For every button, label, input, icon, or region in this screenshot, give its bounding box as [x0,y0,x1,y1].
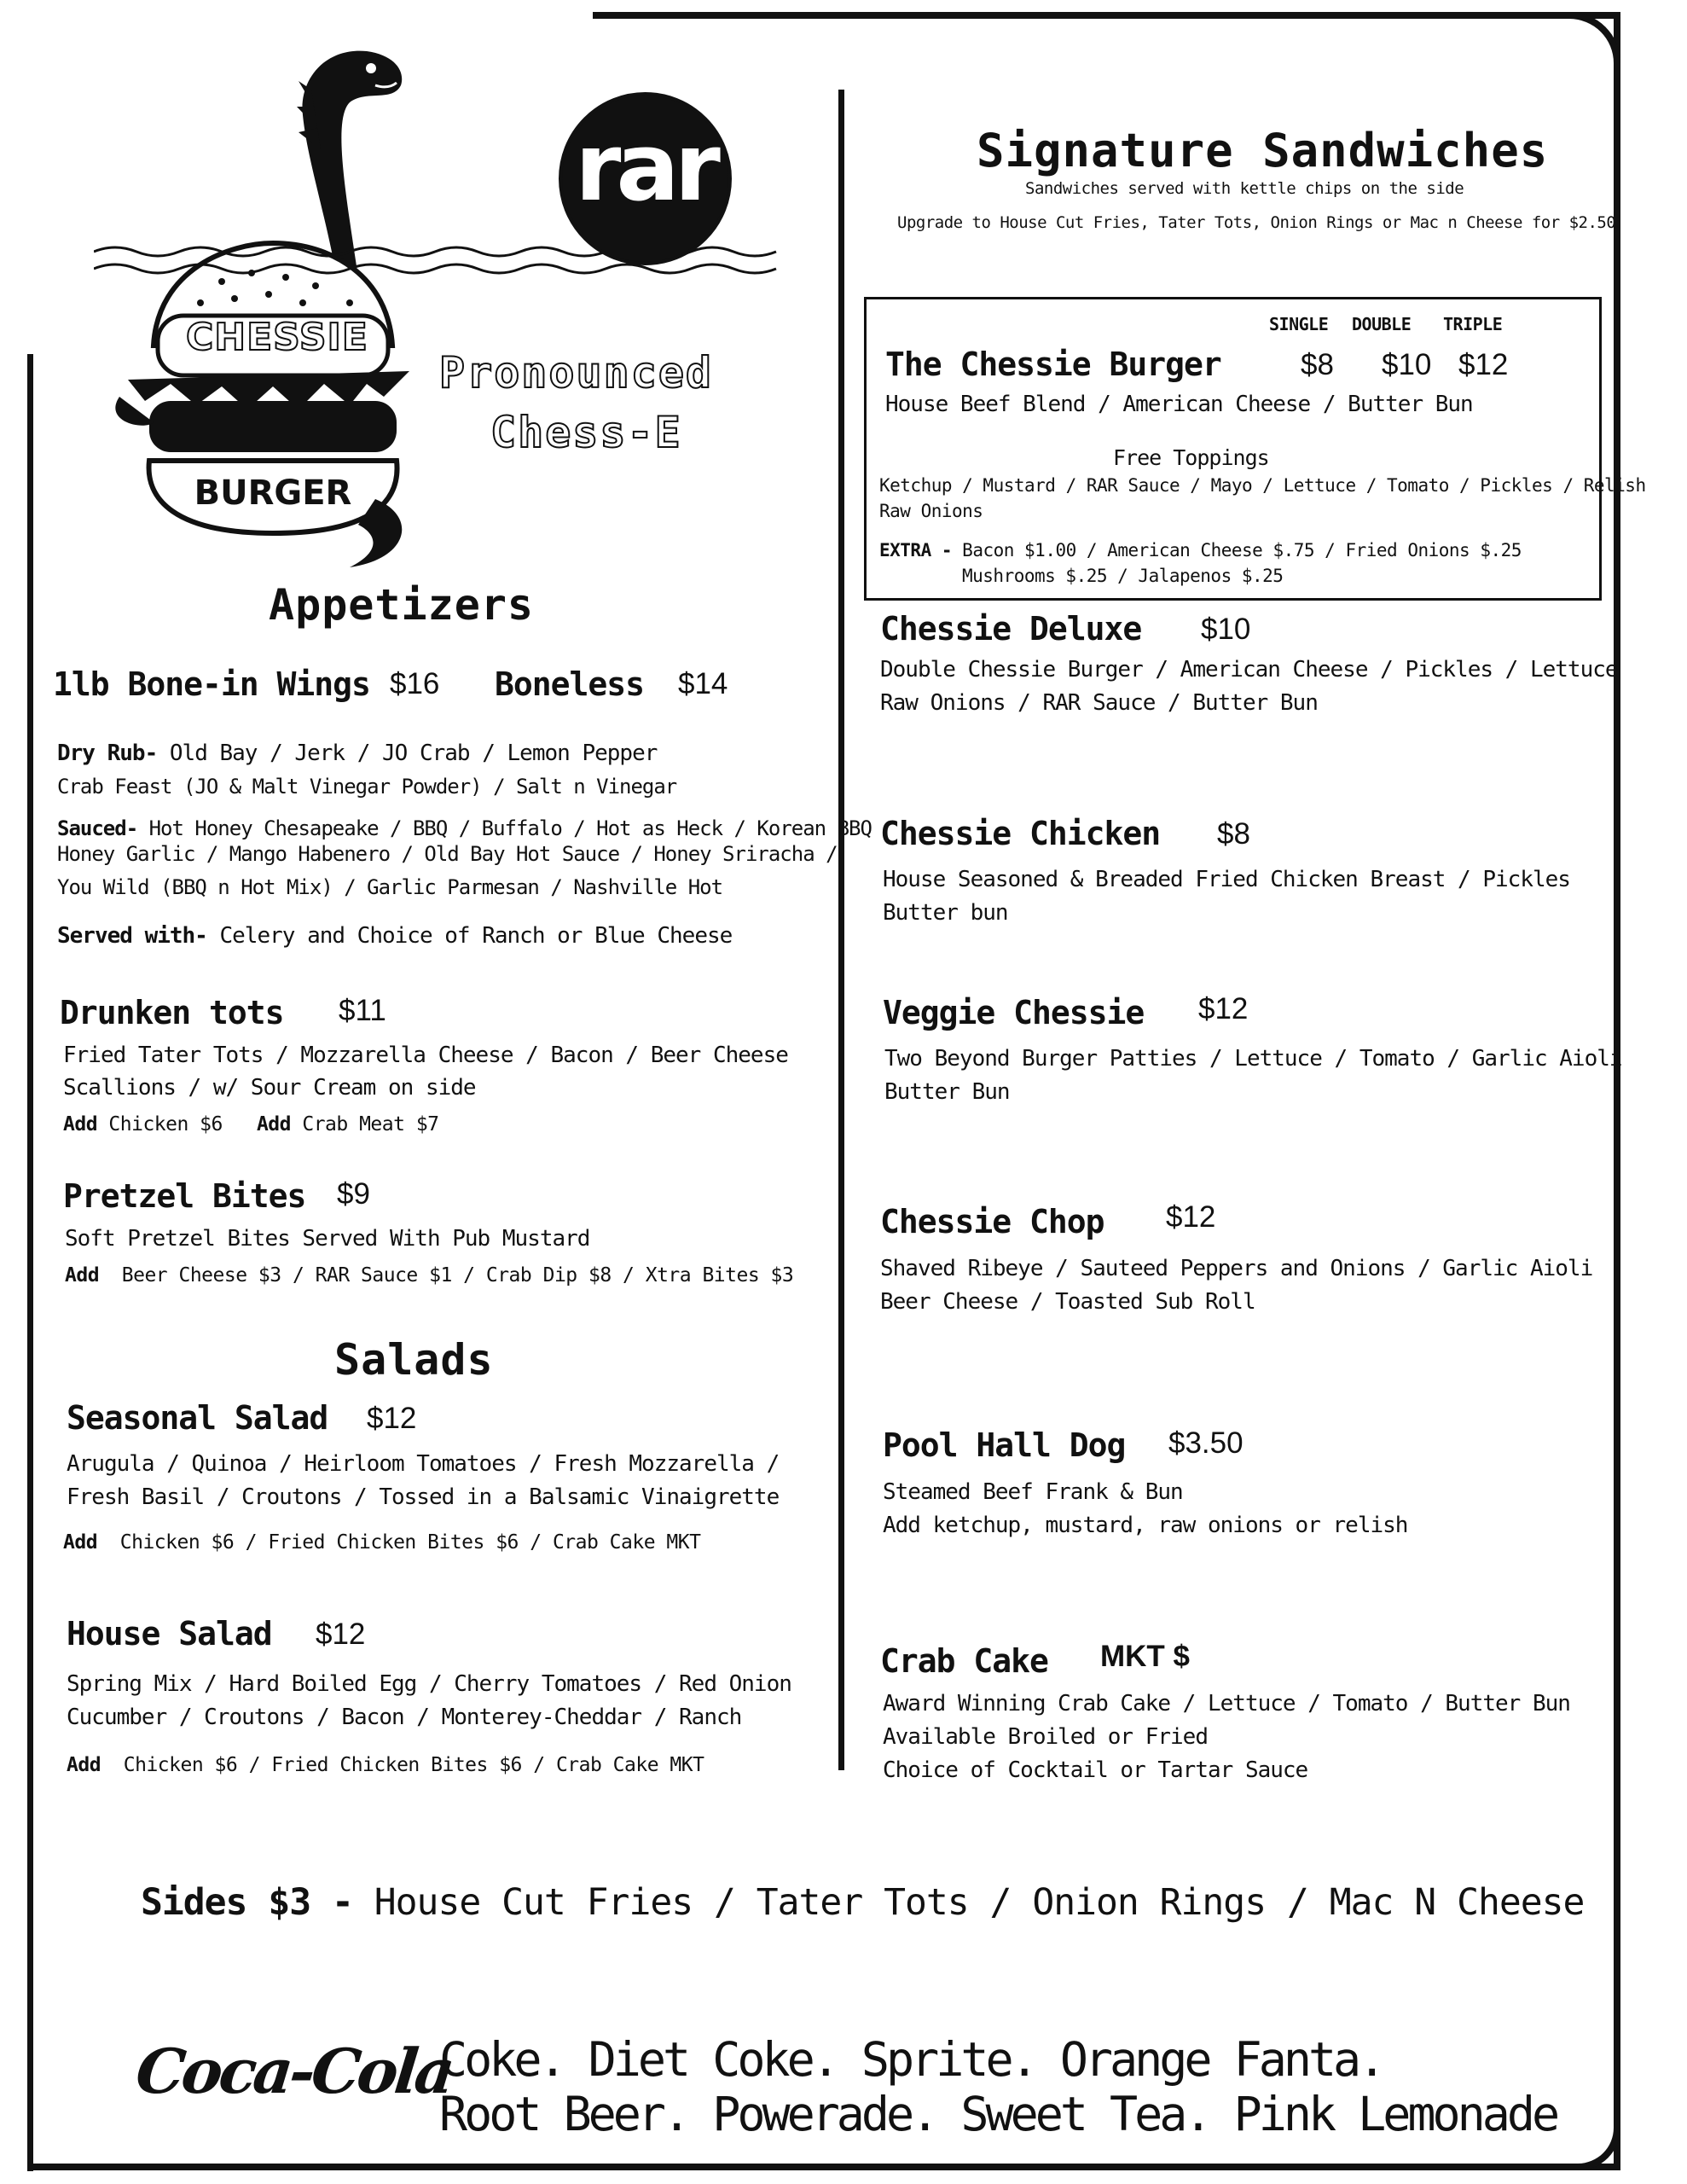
sandwiches-subtitle-2: Upgrade to House Cut Fries, Tater Tots, Onion Rings or Mac n Cheese for $2.50 [897,213,1616,232]
drinks-line-2: Root Beer. Powerade. Sweet Tea. Pink Lemonade [439,2087,1557,2141]
crab-cake-price: MKT $ [1100,1640,1190,1673]
sides-label: Sides $3 - [141,1881,353,1924]
dry-rub-text-2: Crab Feast (JO & Malt Vinegar Powder) / Salt n Vinegar [57,775,677,799]
chessie-deluxe-desc-2: Raw Onions / RAR Sauce / Butter Bun [880,690,1318,716]
chessie-deluxe-price: $10 [1201,613,1251,646]
drunken-tots-desc-1: Fried Tater Tots / Mozzarella Cheese / Bacon / Beer Cheese [63,1043,788,1068]
seasonal-add-label: Add [63,1531,98,1554]
col-single: SINGLE [1269,314,1329,334]
rar-logo-text: rar [575,113,716,222]
col-triple: TRIPLE [1443,314,1503,334]
seasonal-salad-name: Seasonal Salad [67,1399,328,1437]
crab-cake-desc-3: Choice of Cocktail or Tartar Sauce [883,1757,1308,1783]
drunken-tots-desc-2: Scallions / w/ Sour Cream on side [63,1075,476,1101]
frame-bottom-border [27,2164,1620,2170]
burger-top-label: CHESSIE [185,316,368,359]
pool-hall-dog-price: $3.50 [1168,1426,1244,1460]
veggie-chessie-desc-1: Two Beyond Burger Patties / Lettuce / Tomato / Garlic Aioli [884,1046,1622,1072]
veggie-chessie-price: $12 [1198,992,1249,1025]
house-salad-name: House Salad [67,1615,272,1653]
pretzel-bites-add [65,1264,793,1287]
dry-rub-label: Dry Rub- [57,741,158,766]
coca-cola-logo: Coca-Cola [132,2035,455,2107]
chessie-chicken-desc-2: Butter bun [883,900,1008,926]
chessie-burger-name: The Chessie Burger [885,346,1221,383]
crab-cake-desc-1: Award Winning Crab Cake / Lettuce / Tomato / Butter Bun [883,1691,1570,1716]
seasonal-add-text: Chicken $6 / Fried Chicken Bites $6 / Crab Cake MKT [119,1531,701,1554]
drunken-add-label-1: Add [63,1113,98,1136]
frame-left-border [27,354,33,2171]
sauced-text-3: You Wild (BBQ n Hot Mix) / Garlic Parmesan / Nashville Hot [57,875,723,899]
drunken-add-label-2: Add [256,1113,291,1136]
house-add-label: Add [67,1754,101,1776]
extras-line-2: Mushrooms $.25 / Jalapenos $.25 [962,566,1284,586]
drinks-line-1: Coke. Diet Coke. Sprite. Orange Fanta. [439,2032,1383,2087]
house-salad-add [67,1754,704,1776]
pretzel-bites-desc: Soft Pretzel Bites Served With Pub Mustard [65,1226,590,1252]
crab-cake-desc-2: Available Broiled or Fried [883,1724,1208,1750]
drunken-tots-add [63,1113,439,1136]
drunken-add-1: Chicken $6 [108,1113,223,1136]
frame-right-border [1614,12,1620,2170]
pretzel-add-label: Add [65,1264,100,1287]
sides-line [141,1881,1584,1924]
chessie-burger-price-double: $10 [1382,348,1432,381]
column-divider [838,90,844,1770]
chessie-deluxe-desc-1: Double Chessie Burger / American Cheese / Pickles / Lettuce [880,657,1618,682]
pool-hall-dog-desc-1: Steamed Beef Frank & Bun [883,1479,1183,1505]
pool-hall-dog-desc-2: Add ketchup, mustard, raw onions or relish [883,1513,1408,1538]
boneless-name: Boneless [495,665,645,703]
free-toppings-list-2: Raw Onions [879,501,983,521]
frame-corner-bottom-right [1561,2112,1620,2170]
seasonal-salad-price: $12 [367,1402,417,1435]
chessie-chop-price: $12 [1166,1200,1216,1234]
drunken-add-2: Crab Meat $7 [302,1113,439,1136]
chessie-burger-price-single: $8 [1301,348,1334,381]
house-add-text: Chicken $6 / Fried Chicken Bites $6 / Crab Cake MKT [123,1754,704,1776]
chessie-deluxe-name: Chessie Deluxe [880,610,1142,648]
drunken-tots-price: $11 [339,994,386,1027]
sandwiches-heading: Signature Sandwiches [977,124,1549,177]
chessie-burger-price-triple: $12 [1458,348,1509,381]
seasonal-salad-add [63,1531,700,1554]
crab-cake-name: Crab Cake [880,1642,1048,1680]
sauced-text-1: Hot Honey Chesapeake / BBQ / Buffalo / Hot as Heck / Korean BBQ [148,816,872,840]
rar-logo [559,92,732,265]
frame-top-border [593,12,1620,19]
wings-name: 1lb Bone-in Wings [53,665,370,703]
chessie-logo [94,21,435,576]
house-salad-desc-1: Spring Mix / Hard Boiled Egg / Cherry Tomatoes / Red Onion [67,1671,791,1697]
free-toppings-list-1: Ketchup / Mustard / RAR Sauce / Mayo / Lettuce / Tomato / Pickles / Relish [879,475,1646,496]
served-with-line [57,920,732,953]
burger-bottom-label: BURGER [194,473,352,513]
seasonal-salad-desc-2: Fresh Basil / Croutons / Tossed in a Balsamic Vinaigrette [67,1484,780,1510]
dry-rub-line-1 [57,737,657,770]
sandwiches-subtitle-1: Sandwiches served with kettle chips on the side [1025,179,1464,198]
chessie-chicken-price: $8 [1217,817,1250,851]
extras-line-1 [879,540,1522,561]
pretzel-add-text: Beer Cheese $3 / RAR Sauce $1 / Crab Dip $8 / Xtra Bites $3 [121,1264,794,1287]
extra-label: EXTRA - [879,540,953,561]
chessie-burger-desc: House Beef Blend / American Cheese / Butter Bun [885,392,1473,417]
appetizers-heading: Appetizers [269,580,535,630]
salads-heading: Salads [334,1335,494,1385]
drunken-tots-name: Drunken tots [60,994,284,1031]
dry-rub-text-1: Old Bay / Jerk / JO Crab / Lemon Pepper [169,741,658,766]
chessie-chop-desc-2: Beer Cheese / Toasted Sub Roll [880,1289,1255,1315]
wings-price: $16 [390,667,440,700]
chessie-chicken-name: Chessie Chicken [880,815,1161,852]
pool-hall-dog-name: Pool Hall Dog [883,1426,1126,1464]
seasonal-salad-desc-1: Arugula / Quinoa / Heirloom Tomatoes / Fresh Mozzarella / [67,1451,780,1477]
sides-items: House Cut Fries / Tater Tots / Onion Rings / Mac N Cheese [374,1881,1585,1924]
sauced-text-2: Honey Garlic / Mango Habenero / Old Bay Hot Sauce / Honey Sriracha / [57,842,838,866]
veggie-chessie-desc-2: Butter Bun [884,1079,1010,1105]
frame-corner [1552,12,1620,80]
free-toppings-title: Free Toppings [1113,445,1269,470]
pronounced-line-2: Chess-E [490,408,682,457]
pronounced-line-1: Pronounced [439,348,714,398]
chessie-chicken-desc-1: House Seasoned & Breaded Fried Chicken Breast / Pickles [883,867,1570,892]
house-salad-desc-2: Cucumber / Croutons / Bacon / Monterey-Cheddar / Ranch [67,1705,742,1730]
chessie-chop-name: Chessie Chop [880,1203,1104,1240]
chessie-chop-desc-1: Shaved Ribeye / Sauteed Peppers and Onions / Garlic Aioli [880,1256,1593,1281]
sauced-label: Sauced- [57,816,138,840]
pretzel-bites-name: Pretzel Bites [63,1177,306,1215]
served-with-text: Celery and Choice of Ranch or Blue Cheese [219,923,733,949]
veggie-chessie-name: Veggie Chessie [883,994,1145,1031]
house-salad-price: $12 [316,1618,366,1651]
col-double: DOUBLE [1352,314,1412,334]
extra-text-1: Bacon $1.00 / American Cheese $.75 / Fried Onions $.25 [962,540,1522,561]
pretzel-bites-price: $9 [337,1177,370,1211]
served-with-label: Served with- [57,923,207,949]
boneless-price: $14 [678,667,728,700]
